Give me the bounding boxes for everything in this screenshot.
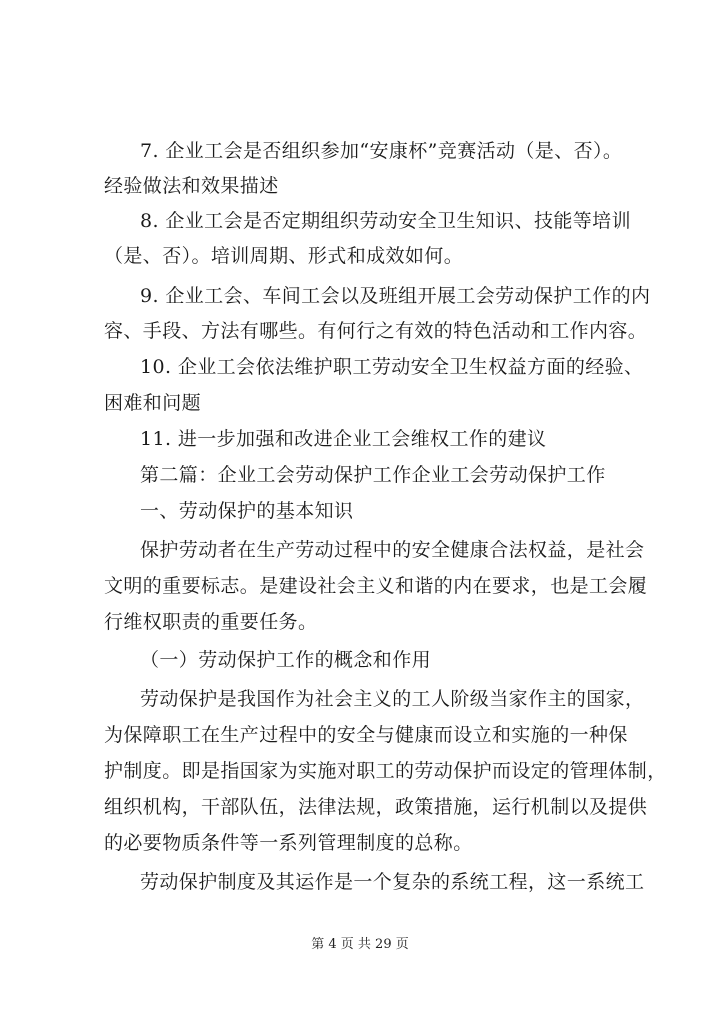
subsection-heading: （一）劳动保护工作的概念和作用 — [140, 649, 432, 671]
section-heading: 第二篇：企业工会劳动保护工作企业工会劳动保护工作 — [140, 464, 606, 486]
text-line: 11. 进一步加强和改进企业工会维权工作的建议 — [140, 428, 547, 450]
page-number: 第 4 页 共 29 页 — [311, 937, 409, 952]
text-line: 劳动保护制度及其运作是一个复杂的系统工程，这一系统工 — [140, 871, 645, 893]
text-line: 容、手段、方法有哪些。有何行之有效的特色活动和工作内容。 — [104, 320, 648, 342]
text-line: 护制度。即是指国家为实施对职工的劳动保护而设定的管理体制， — [104, 760, 667, 782]
text-line: 7. 企业工会是否组织参加“安康杯”竞赛活动（是、否）。 — [140, 140, 623, 162]
text-line: 经验做法和效果描述 — [104, 175, 279, 197]
text-line: 8. 企业工会是否定期组织劳动安全卫生知识、技能等培训 — [140, 210, 631, 232]
text-line: 组织机构，干部队伍，法律法规，政策措施，运行机制以及提供 — [104, 796, 648, 818]
text-line: 保护劳动者在生产劳动过程中的安全健康合法权益，是社会 — [140, 539, 645, 561]
text-line: （是、否）。培训周期、形式和成效如何。 — [104, 245, 464, 267]
text-line: 行维权职责的重要任务。 — [104, 611, 318, 633]
text-line: 困难和问题 — [104, 392, 202, 414]
text-line: 为保障职工在生产过程中的安全与健康而设立和实施的一种保 — [104, 724, 628, 746]
text-line: 劳动保护是我国作为社会主义的工人阶级当家作主的国家， — [140, 688, 645, 710]
subsection-heading: 一、劳动保护的基本知识 — [140, 500, 354, 522]
text-line: 的必要物质条件等一系列管理制度的总称。 — [104, 832, 473, 854]
text-line: 9. 企业工会、车间工会以及班组开展工会劳动保护工作的内 — [140, 285, 651, 307]
text-line: 文明的重要标志。是建设社会主义和谐的内在要求，也是工会履 — [104, 575, 648, 597]
text-line: 10. 企业工会依法维护职工劳动安全卫生权益方面的经验、 — [140, 356, 644, 378]
